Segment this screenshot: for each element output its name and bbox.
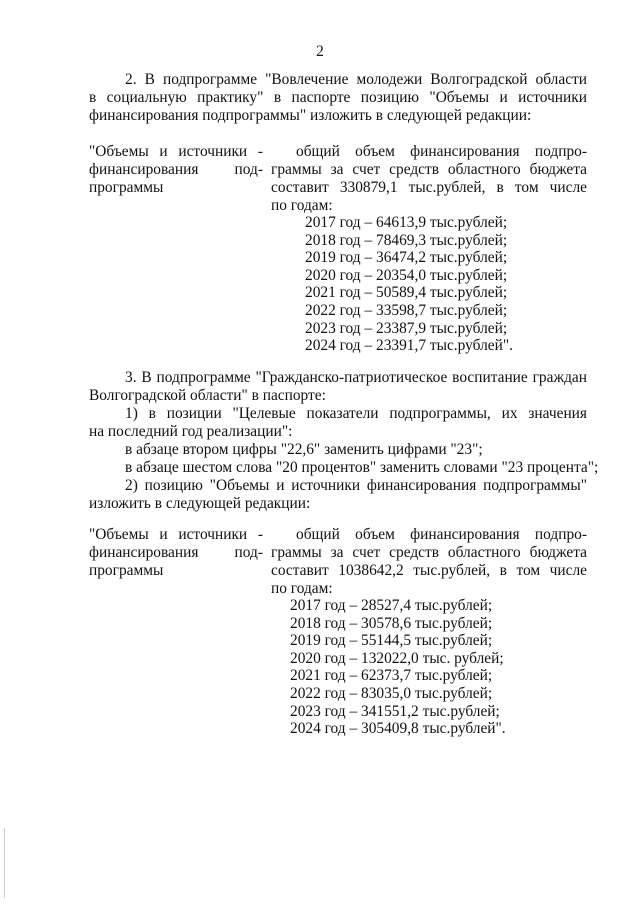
table-2-right-line: общий объем финансирования подпро- (296, 526, 587, 543)
table-2-right-line: по годам: (271, 580, 333, 597)
table-1-left-line: "Объемы и источники - (89, 143, 263, 160)
year-entry: 2019 год – 36474,2 тыс.рублей; (305, 249, 508, 267)
year-entry: 2018 год – 78469,3 тыс.рублей; (305, 231, 508, 249)
table-1-left-line: программы (89, 179, 164, 196)
table-2-right-line: граммы за счет средств областного бюджета (271, 544, 587, 561)
table-2-right-cell (271, 526, 587, 598)
year-entry: 2018 год – 30578,6 тыс.рублей; (290, 614, 493, 632)
table-2-year-list (290, 597, 506, 738)
item-3-paragraph (89, 369, 599, 513)
year-entry: 2023 год – 341551,2 тыс.рублей; (290, 702, 500, 720)
year-entry: 2017 год – 28527,4 тыс.рублей; (290, 597, 493, 614)
item-2-paragraph (89, 71, 587, 125)
item-3-line: 3. В подпрограмме "Гражданско-патриотическое воспитание граждан (125, 369, 587, 386)
year-entry: 2021 год – 62373,7 тыс.рублей; (290, 667, 493, 685)
table-2-left-cell (89, 526, 263, 580)
table-1-year-list (305, 214, 513, 355)
table-1-right-line: общий объем финансирования подпро- (296, 143, 587, 160)
table-1-right-line: граммы за счет средств областного бюджета (271, 161, 587, 178)
item-3-line: изложить в следующей редакции: (89, 495, 311, 512)
item-3-line: 2) позицию "Объемы и источники финансирования подпрограммы" (125, 477, 587, 494)
year-entry: 2021 год – 50589,4 тыс.рублей; (305, 284, 508, 302)
table-1-left-cell (89, 143, 263, 197)
scan-edge-mark (4, 828, 5, 898)
item-3-line: в абзаце втором цифры "22,6" заменить цифрами "23"; (125, 441, 483, 458)
year-entry: 2022 год – 83035,0 тыс.рублей; (290, 684, 493, 702)
year-entry: 2024 год – 305409,8 тыс.рублей". (290, 720, 506, 738)
year-entry: 2024 год – 23391,7 тыс.рублей". (305, 337, 513, 355)
page-number: 2 (316, 43, 324, 60)
item-3-line: на последний год реализации": (89, 423, 293, 440)
item-3-line: в абзаце шестом слова "20 процентов" заменить словами "23 процента"; (125, 459, 599, 476)
table-2-left-line: финансирования под- (89, 544, 263, 561)
year-entry: 2017 год – 64613,9 тыс.рублей; (305, 214, 508, 231)
item-2-line: 2. В подпрограмме "Вовлечение молодежи Волгоградской области (125, 71, 587, 88)
table-1-right-cell (271, 143, 587, 215)
table-1-right-line: составит 330879,1 тыс.рублей, в том числе (271, 179, 587, 196)
item-2-line: в социальную практику" в паспорте позицию "Объемы и источники (89, 89, 587, 106)
item-2-line: финансирования подпрограммы" изложить в следующей редакции: (89, 107, 532, 124)
table-2-left-line: программы (89, 562, 164, 579)
year-entry: 2020 год – 20354,0 тыс.рублей; (305, 266, 508, 284)
table-2-right-line: составит 1038642,2 тыс.рублей, в том числе (271, 562, 587, 579)
item-3-line: Волгоградской области" в паспорте: (89, 387, 326, 404)
year-entry: 2019 год – 55144,5 тыс.рублей; (290, 632, 493, 650)
year-entry: 2022 год – 33598,7 тыс.рублей; (305, 301, 508, 319)
table-1-left-line: финансирования под- (89, 161, 263, 178)
year-entry: 2020 год – 132022,0 тыс. рублей; (290, 649, 504, 667)
table-1-right-line: по годам: (271, 197, 333, 214)
item-3-line: 1) в позиции "Целевые показатели подпрограммы, их значения (125, 405, 587, 422)
table-2-left-line: "Объемы и источники - (89, 526, 263, 543)
year-entry: 2023 год – 23387,9 тыс.рублей; (305, 319, 508, 337)
